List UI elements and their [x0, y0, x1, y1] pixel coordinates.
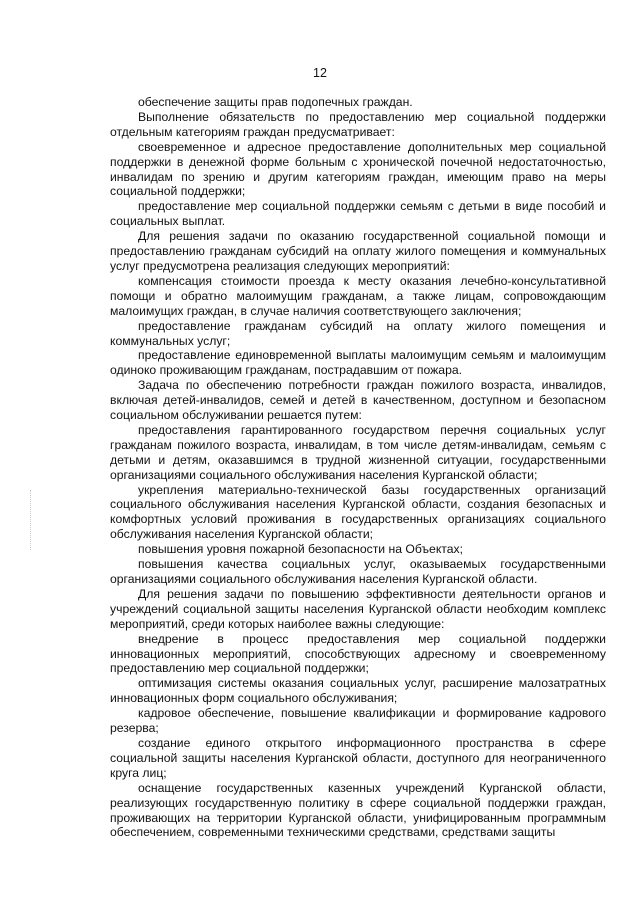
paragraph-10: предоставления гарантированного государством перечня социальных услуг гражданам пожилого возраста, инвалидам, в том числе детям-инвалидам, семьям с детьми и детям, оказавшимся в трудной жизненной ситуации, государственными организациями социального обслуживания населения Курганской области; [110, 422, 606, 482]
paragraph-12: повышения уровня пожарной безопасности на Объектах; [138, 542, 463, 557]
paragraph-13: повышения качества социальных услуг, оказываемых государственными организациями социального обслуживания населения Курганской области. [110, 557, 606, 586]
paragraph-5: Для решения задачи по оказанию государственной социальной помощи и предоставлению гражданам субсидий на оплату жилого помещения и коммунальных услуг предусмотрена реализация следующих мероприятий: [110, 229, 606, 273]
paragraph-9: Задача по обеспечению потребности граждан пожилого возраста, инвалидов, включая детей-инвалидов, семей и детей в качественном, доступном и безопасном социальном обслуживании решается путем: [110, 378, 606, 423]
margin-marks [30, 490, 35, 550]
paragraph-16: оптимизация системы оказания социальных услуг, расширение малозатратных инновационных форм социального обслуживания; [110, 676, 606, 706]
paragraph-19: оснащение государственных казенных учреждений Курганской области, реализующих государственную политику в сфере социальной поддержки граждан, проживающих на территории Курганской области, унифицированным программным обеспечением, современными техническими средствами, средствами защиты [110, 780, 606, 840]
paragraph-15: внедрение в процесс предоставления мер социальной поддержки инновационных мероприятий, способствующих адресному и своевременному предоставлению мер социальной поддержки; [110, 631, 606, 676]
paragraph-18: создание единого открытого информационного пространства в сфере социальной защиты населения Курганской области, доступного для неограниченного круга лиц; [110, 735, 606, 780]
paragraph-11: укрепления материально-технической базы государственных организаций социального обслуживания населения Курганской области, создания безопасных и комфортных условий проживания в государственных организациях социального обслуживания населения Курганской области; [110, 482, 606, 542]
paragraph-8: предоставление единовременной выплаты малоимущим семьям и малоимущим одиноко проживающим гражданам, пострадавшим от пожара. [110, 348, 606, 378]
document-body [110, 95, 606, 840]
paragraph-17: кадровое обеспечение, повышение квалификации и формирование кадрового резерва; [110, 706, 606, 736]
paragraph-4: предоставление мер социальной поддержки семьям с детьми в виде пособий и социальных выплат. [110, 199, 606, 229]
paragraph-2: Выполнение обязательств по предоставлению мер социальной поддержки отдельным категориям граждан предусматривает: [110, 109, 606, 139]
page-number: 12 [313, 66, 327, 80]
paragraph-6: компенсация стоимости проезда к месту оказания лечебно-консультативной помощи и обратно малоимущим гражданам, а также лицам, сопровождающим малоимущих граждан, в случае наличия соответствующего заключения; [110, 273, 606, 318]
paragraph-14: Для решения задачи по повышению эффективности деятельности органов и учреждений социальной защиты населения Курганской области необходим комплекс мероприятий, среди которых наиболее важны следующие: [110, 586, 606, 631]
paragraph-7: предоставление гражданам субсидий на оплату жилого помещения и коммунальных услуг; [110, 318, 606, 348]
paragraph-1: обеспечение защиты прав подопечных граждан. [138, 95, 413, 109]
paragraph-3: своевременное и адресное предоставление дополнительных мер социальной поддержки в денежной форме больным с хронической почечной недостаточностью, инвалидам по зрению и другим категориям граждан, имеющим право на меры социальной поддержки; [110, 139, 606, 199]
